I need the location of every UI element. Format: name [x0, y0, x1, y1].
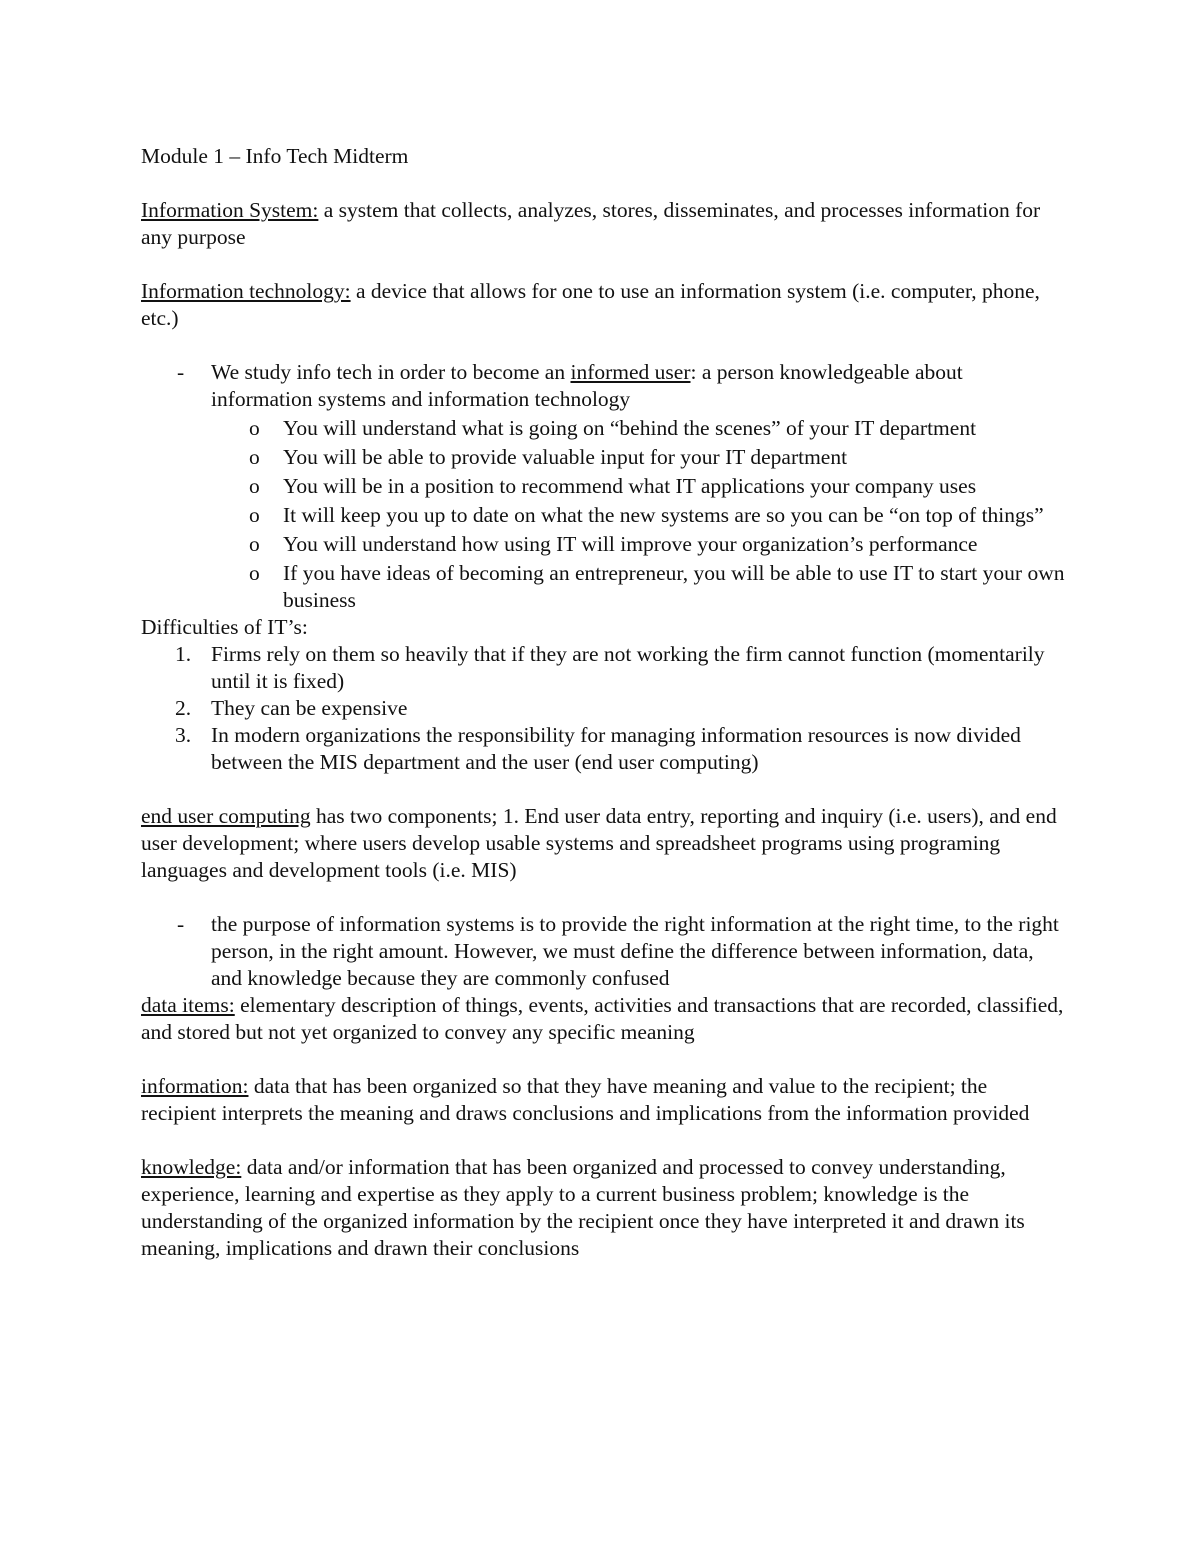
term-information-technology: Information technology:: [141, 279, 351, 303]
difficulties-heading: Difficulties of IT’s:: [141, 615, 308, 639]
list-item: [141, 695, 1066, 722]
list-item-text: You will be able to provide valuable input for your IT department: [283, 445, 848, 469]
spacer: [141, 776, 1066, 803]
dash-bullet-marker: -: [177, 360, 185, 384]
definition-information-technology: [141, 278, 1066, 332]
circle-bullet-marker: o: [249, 416, 260, 440]
difficulties-list: [141, 641, 1066, 776]
definition-text: elementary description of things, events, activities and transactions that are recorded, classified, and stored but not yet organized to convey any specific meaning: [141, 993, 1064, 1044]
document-title: Module 1 – Info Tech Midterm: [141, 144, 409, 168]
definition-information-system: [141, 197, 1066, 251]
definition-text: has two components; 1. End user data entry, reporting and inquiry (i.e. users), and end user development; where users develop usable systems and spreadsheet programs using programing languages and development tools (i.e. MIS): [141, 804, 1057, 882]
list-item-text: If you have ideas of becoming an entrepreneur, you will be able to use IT to start your own business: [283, 561, 1065, 612]
informed-user-bullet: [141, 359, 1066, 614]
purpose-bullet: [141, 911, 1066, 992]
informed-user-sublist: [211, 415, 1066, 614]
informed-user-text: [211, 359, 1066, 413]
circle-bullet-marker: o: [249, 474, 260, 498]
list-item-text: You will understand how using IT will improve your organization’s performance: [283, 532, 978, 556]
list-number: 1.: [175, 642, 192, 666]
informed-user-after: : a person knowledgeable about information systems and information technology: [211, 360, 963, 411]
list-item: [211, 444, 1066, 471]
definition-knowledge: [141, 1154, 1066, 1262]
definition-text: a device that allows for one to use an information system (i.e. computer, phone, etc.): [141, 279, 1040, 330]
purpose-text: the purpose of information systems is to provide the right information at the right time, to the right person, in the right amount. However, we must define the difference between information, data, and knowledge because they are commonly confused: [211, 912, 1059, 990]
definition-end-user-computing: [141, 803, 1066, 884]
list-item: [141, 641, 1066, 695]
list-item-text: Firms rely on them so heavily that if they are not working the firm cannot function (momentarily until it is fixed): [211, 642, 1045, 693]
term-end-user-computing: end user computing: [141, 804, 311, 828]
list-item-text: You will be in a position to recommend what IT applications your company uses: [283, 474, 977, 498]
document-body: [141, 143, 1066, 1289]
list-item: [211, 473, 1066, 500]
term-knowledge: knowledge:: [141, 1155, 242, 1179]
term-informed-user: informed user: [570, 360, 691, 384]
list-item-text: In modern organizations the responsibility for managing information resources is now divided between the MIS department and the user (end user computing): [211, 723, 1021, 774]
term-information: information:: [141, 1074, 249, 1098]
list-item: [211, 415, 1066, 442]
circle-bullet-marker: o: [249, 561, 260, 585]
circle-bullet-marker: o: [249, 445, 260, 469]
term-information-system: Information System:: [141, 198, 319, 222]
term-data-items: data items:: [141, 993, 235, 1017]
list-number: 3.: [175, 723, 192, 747]
list-item: [141, 722, 1066, 776]
informed-user-before: We study info tech in order to become an: [211, 360, 571, 384]
list-item: [211, 502, 1066, 529]
list-number: 2.: [175, 696, 192, 720]
list-item-text: They can be expensive: [211, 696, 408, 720]
definition-text: data that has been organized so that they have meaning and value to the recipient; the recipient interprets the meaning and draws conclusions and implications from the information provided: [141, 1074, 1030, 1125]
list-item: [211, 560, 1066, 614]
list-item-text: You will understand what is going on “behind the scenes” of your IT department: [283, 416, 977, 440]
circle-bullet-marker: o: [249, 532, 260, 556]
circle-bullet-marker: o: [249, 503, 260, 527]
definition-text: a system that collects, analyzes, stores, disseminates, and processes information for any purpose: [141, 198, 1041, 249]
definition-text: data and/or information that has been organized and processed to convey understanding, experience, learning and expertise as they apply to a current business problem; knowledge is the understanding of the organized information by the recipient once they have interpreted it and drawn its meaning, implications and drawn their conclusions: [141, 1155, 1025, 1260]
definition-data-items: [141, 992, 1066, 1046]
list-item-text: It will keep you up to date on what the new systems are so you can be “on top of things”: [283, 503, 1044, 527]
dash-bullet-marker: -: [177, 912, 185, 936]
definition-information: [141, 1073, 1066, 1127]
list-item: [211, 531, 1066, 558]
